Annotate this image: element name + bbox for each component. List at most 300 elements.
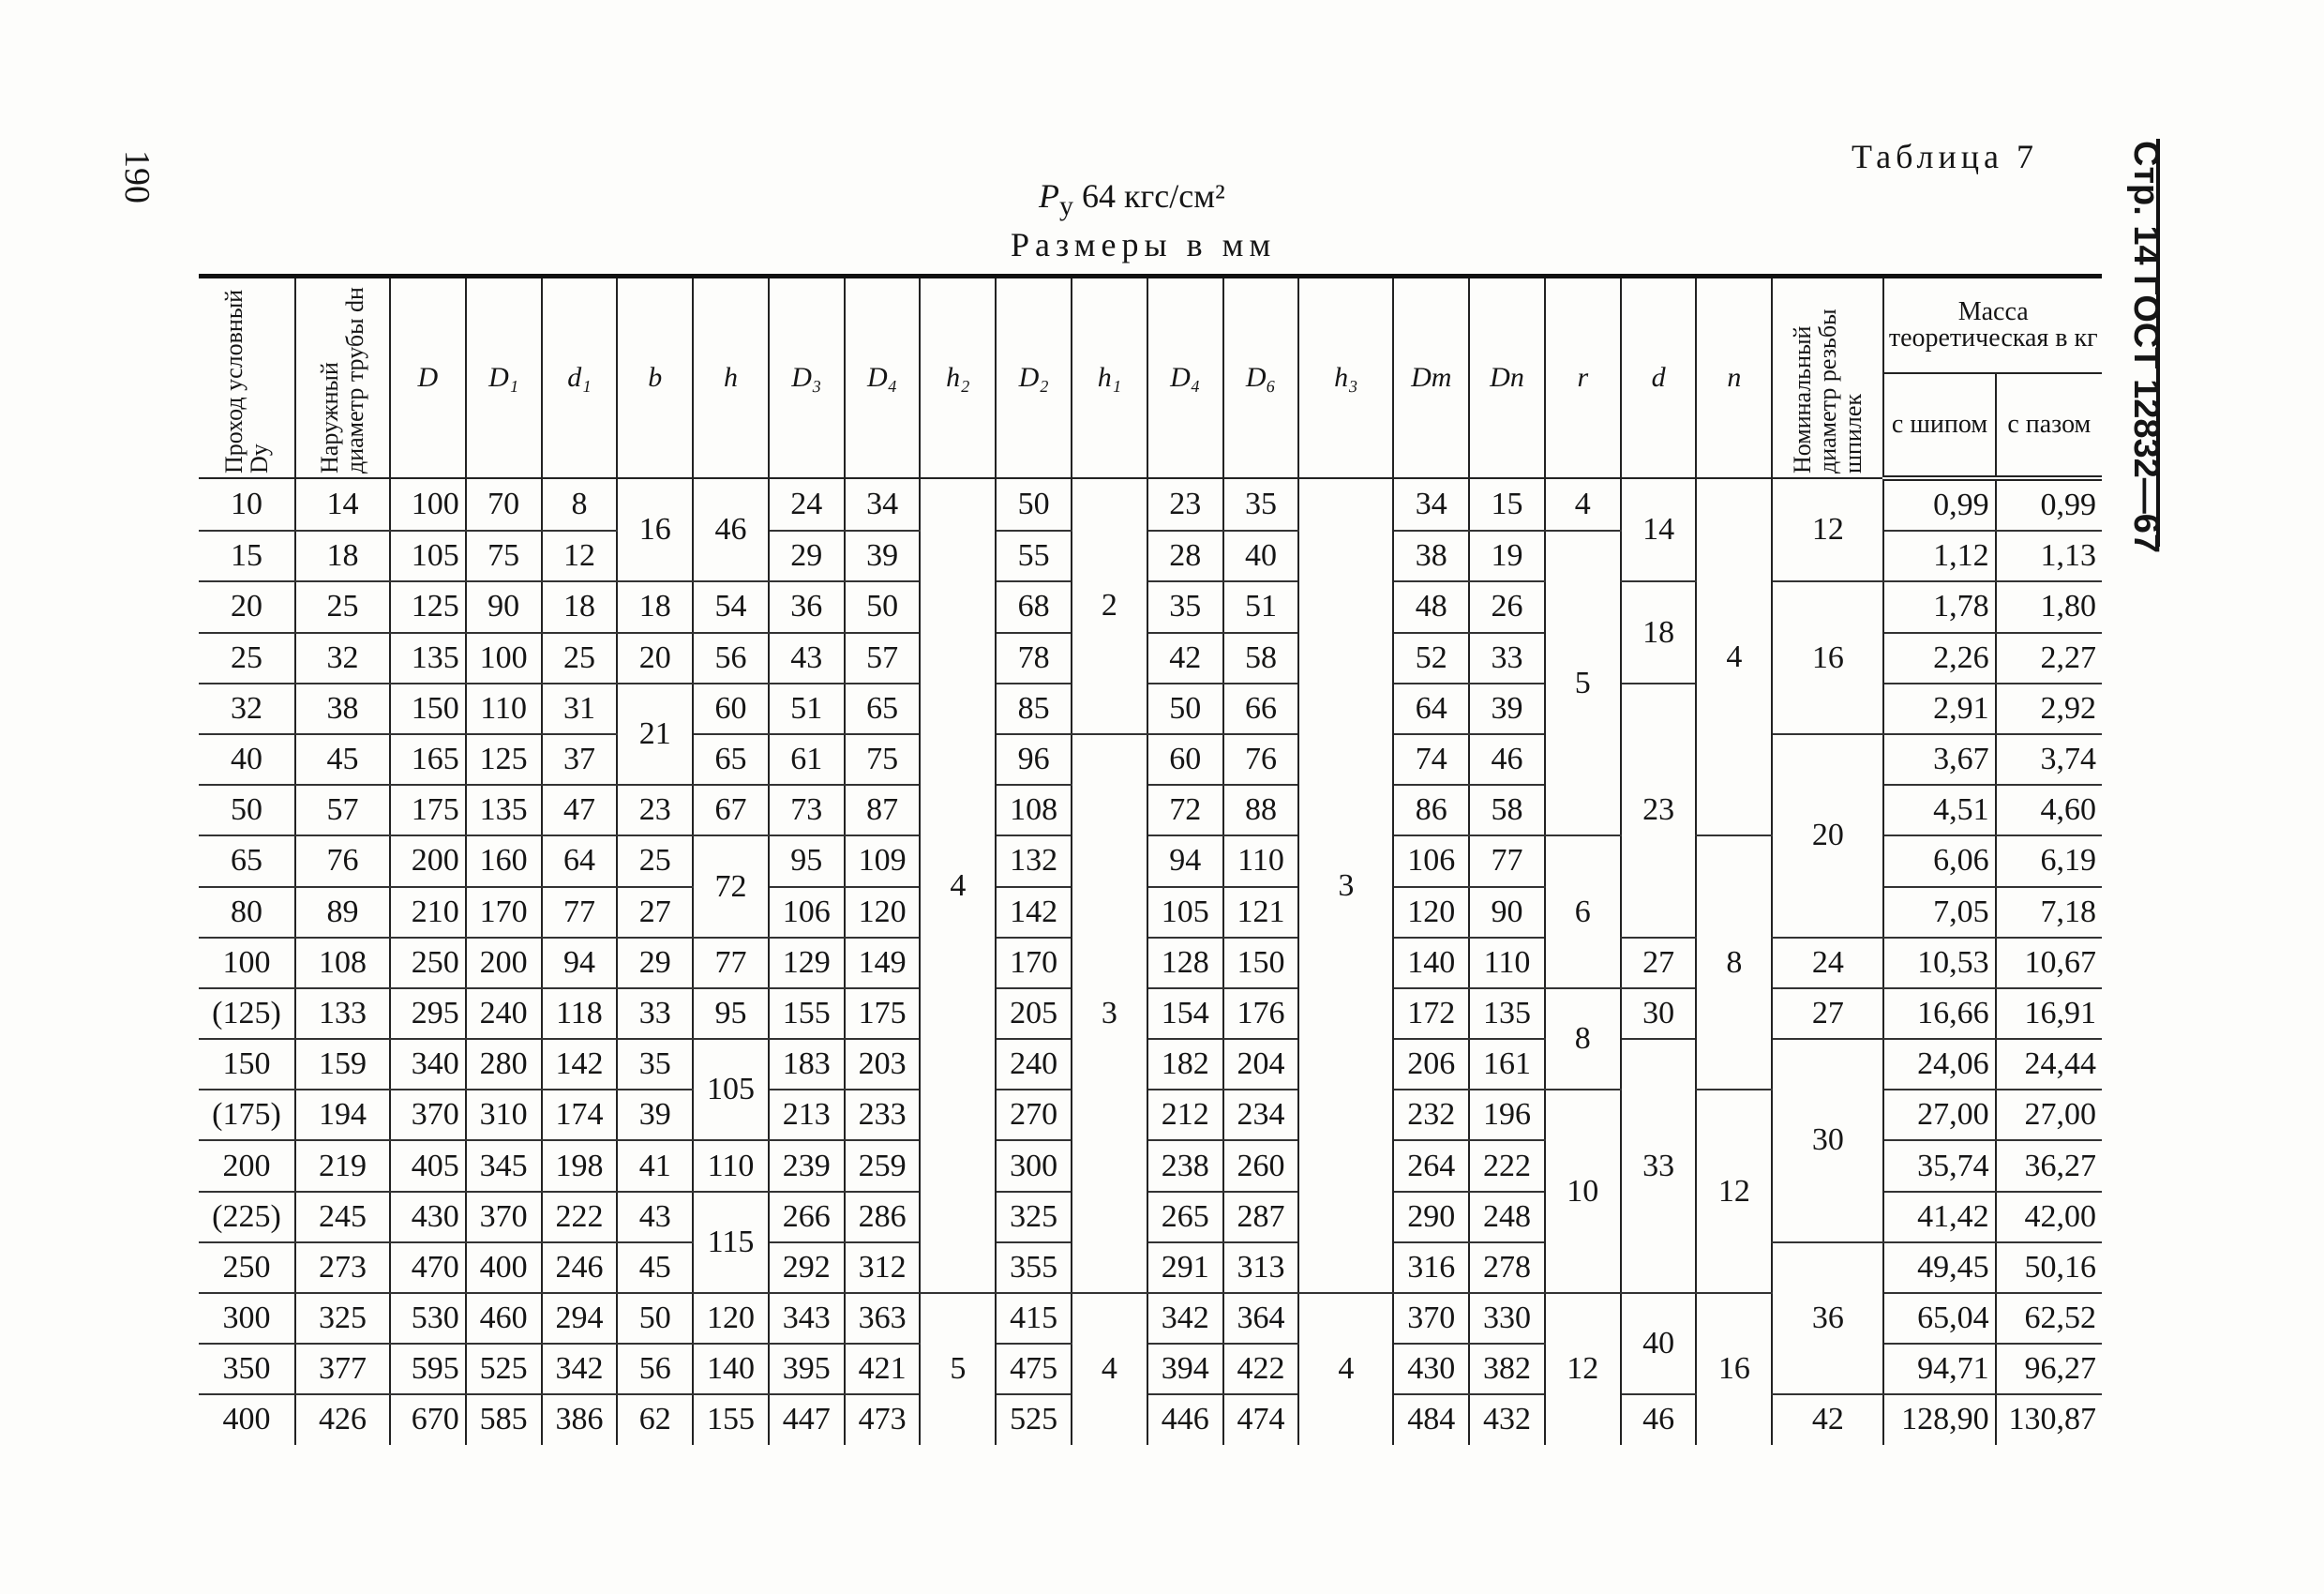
cell-n: 4 [1696,478,1772,835]
cell-d5: 265 [1147,1192,1223,1242]
cell-d1: 100 [466,633,542,684]
cell-m2: 1,80 [1996,581,2102,632]
cell-d6: 58 [1223,633,1299,684]
cell-d: 595 [390,1344,466,1394]
cell-d: 295 [390,988,466,1039]
cell-dn: 194 [295,1090,390,1140]
cell-dy: (125) [199,988,295,1039]
cell-d2: 205 [996,988,1072,1039]
cell-thread: 24 [1772,938,1883,988]
table-row [199,734,2102,785]
cell-dn: 248 [1469,1192,1545,1242]
cell-d5: 394 [1147,1344,1223,1394]
cell-b: 16 [617,478,693,581]
cell-d6: 234 [1223,1090,1299,1140]
cell-d6: 40 [1223,531,1299,581]
cell-m2: 6,19 [1996,835,2102,886]
cell-d4: 120 [845,887,921,938]
cell-h: 77 [693,938,769,988]
cell-m1: 41,42 [1883,1192,1995,1242]
cell-dm: 38 [1393,531,1469,581]
cell-d2: 142 [996,887,1072,938]
cell-d3: 213 [769,1090,845,1140]
cell-d1: 90 [466,581,542,632]
cell-d1: 37 [542,734,618,785]
cell-dm: 206 [1393,1039,1469,1090]
cell-m2: 1,13 [1996,531,2102,581]
cell-dn: 108 [295,938,390,988]
cell-d4: 312 [845,1242,921,1293]
cell-r: 4 [1545,478,1621,531]
table-row [199,1394,2102,1444]
cell-dn: 273 [295,1242,390,1293]
cell-d2: 78 [996,633,1072,684]
cell-m1: 65,04 [1883,1293,1995,1344]
cell-d6: 474 [1223,1394,1299,1444]
cell-d1: 294 [542,1293,618,1344]
cell-b: 62 [617,1394,693,1444]
cell-h2: 5 [920,1293,996,1445]
cell-d3: 155 [769,988,845,1039]
cell-d1: 18 [542,581,618,632]
cell-m1: 7,05 [1883,887,1995,938]
cell-thread: 30 [1772,1039,1883,1242]
cell-d1: 525 [466,1344,542,1394]
cell-r: 5 [1545,531,1621,835]
cell-d: 135 [390,633,466,684]
table-label: Таблица 7 [1852,138,2038,175]
cell-dm: 64 [1393,684,1469,734]
cell-d3: 61 [769,734,845,785]
cell-d1: 160 [466,835,542,886]
cell-d2: 132 [996,835,1072,886]
cell-d1: 170 [466,887,542,938]
cell-d2: 240 [996,1039,1072,1090]
cell-d3: 183 [769,1039,845,1090]
cell-b: 25 [617,835,693,886]
col-header-D: D [390,277,466,479]
cell-thread: 36 [1772,1242,1883,1395]
cell-d1: 110 [466,684,542,734]
cell-d: 33 [1621,1039,1697,1293]
cell-d4: 175 [845,988,921,1039]
col-header-D2: D₂ [996,277,1072,479]
table-body [199,478,2102,1445]
cell-d1: 460 [466,1293,542,1344]
cell-dy: 20 [199,581,295,632]
cell-thread: 27 [1772,988,1883,1039]
cell-d3: 395 [769,1344,845,1394]
col-header-D3: D₃ [769,277,845,479]
cell-dn: 110 [1469,938,1545,988]
cell-d5: 182 [1147,1039,1223,1090]
cell-dn: 15 [1469,478,1545,531]
cell-d6: 110 [1223,835,1299,886]
cell-dn: 135 [1469,988,1545,1039]
pressure-heading [1039,176,1225,222]
cell-d1: 198 [542,1140,618,1191]
cell-n: 8 [1696,835,1772,1090]
cell-dm: 52 [1393,633,1469,684]
cell-d4: 57 [845,633,921,684]
cell-b: 23 [617,785,693,835]
cell-d2: 300 [996,1140,1072,1191]
cell-h1: 3 [1072,734,1147,1293]
table-row [199,988,2102,1039]
cell-d5: 154 [1147,988,1223,1039]
pressure-subscript: у [1059,190,1073,222]
col-header-D6: D₆ [1223,277,1299,479]
cell-d1: 47 [542,785,618,835]
cell-dn: 19 [1469,531,1545,581]
cell-d4: 286 [845,1192,921,1242]
cell-d1: 12 [542,531,618,581]
cell-d1: 345 [466,1140,542,1191]
cell-d6: 364 [1223,1293,1299,1344]
cell-dy: 100 [199,938,295,988]
cell-h: 95 [693,988,769,1039]
cell-d1: 70 [466,478,542,531]
col-header-h3: h₃ [1298,277,1393,479]
cell-d6: 313 [1223,1242,1299,1293]
cell-dn: 278 [1469,1242,1545,1293]
cell-d5: 72 [1147,785,1223,835]
dimensions-table [199,274,2102,1445]
cell-d3: 95 [769,835,845,886]
cell-dn: 45 [295,734,390,785]
cell-m2: 24,44 [1996,1039,2102,1090]
cell-b: 39 [617,1090,693,1140]
cell-d1: 246 [542,1242,618,1293]
cell-dn: 77 [1469,835,1545,886]
cell-dm: 316 [1393,1242,1469,1293]
cell-d1: 77 [542,887,618,938]
cell-d: 470 [390,1242,466,1293]
cell-dm: 484 [1393,1394,1469,1444]
cell-d4: 87 [845,785,921,835]
cell-m1: 3,67 [1883,734,1995,785]
cell-m2: 4,60 [1996,785,2102,835]
cell-thread: 42 [1772,1394,1883,1444]
cell-dn: 219 [295,1140,390,1191]
cell-m1: 2,91 [1883,684,1995,734]
cell-b: 56 [617,1344,693,1394]
cell-d: 30 [1621,988,1697,1039]
cell-d4: 75 [845,734,921,785]
cell-dy: 250 [199,1242,295,1293]
cell-m1: 2,26 [1883,633,1995,684]
cell-h: 105 [693,1039,769,1140]
cell-d2: 415 [996,1293,1072,1344]
cell-d5: 342 [1147,1293,1223,1344]
cell-d3: 447 [769,1394,845,1444]
cell-m2: 10,67 [1996,938,2102,988]
table-row [199,938,2102,988]
cell-m1: 1,78 [1883,581,1995,632]
cell-m1: 16,66 [1883,988,1995,1039]
cell-h: 67 [693,785,769,835]
cell-b: 33 [617,988,693,1039]
cell-dy: 80 [199,887,295,938]
cell-h3: 3 [1298,478,1393,1293]
cell-m2: 62,52 [1996,1293,2102,1344]
cell-h: 110 [693,1140,769,1191]
cell-d2: 525 [996,1394,1072,1444]
cell-dn: 330 [1469,1293,1545,1344]
cell-d3: 239 [769,1140,845,1191]
cell-h1: 2 [1072,478,1147,734]
table-row [199,1242,2102,1293]
cell-d1: 280 [466,1039,542,1090]
cell-d: 405 [390,1140,466,1191]
cell-d3: 36 [769,581,845,632]
cell-dy: 300 [199,1293,295,1344]
cell-r: 12 [1545,1293,1621,1445]
cell-d1: 25 [542,633,618,684]
cell-dn: 159 [295,1039,390,1090]
cell-b: 45 [617,1242,693,1293]
cell-dn: 196 [1469,1090,1545,1140]
cell-b: 29 [617,938,693,988]
cell-dm: 264 [1393,1140,1469,1191]
cell-dn: 377 [295,1344,390,1394]
cell-d1: 135 [466,785,542,835]
cell-d: 530 [390,1293,466,1344]
cell-d6: 287 [1223,1192,1299,1242]
cell-d2: 50 [996,478,1072,531]
cell-dm: 86 [1393,785,1469,835]
cell-dn: 161 [1469,1039,1545,1090]
cell-dn: 245 [295,1192,390,1242]
cell-dm: 34 [1393,478,1469,531]
cell-h: 54 [693,581,769,632]
cell-m1: 6,06 [1883,835,1995,886]
cell-dn: 382 [1469,1344,1545,1394]
cell-d: 18 [1621,581,1697,683]
cell-m1: 128,90 [1883,1394,1995,1444]
col-header-r: r [1545,277,1621,479]
cell-m1: 35,74 [1883,1140,1995,1191]
cell-d1: 200 [466,938,542,988]
col-header-h2: h₂ [920,277,996,479]
cell-m2: 0,99 [1996,478,2102,531]
cell-d3: 106 [769,887,845,938]
cell-b: 21 [617,684,693,785]
cell-d5: 94 [1147,835,1223,886]
cell-d2: 108 [996,785,1072,835]
cell-d1: 310 [466,1090,542,1140]
cell-dn: 33 [1469,633,1545,684]
cell-d2: 325 [996,1192,1072,1242]
cell-d6: 204 [1223,1039,1299,1090]
cell-n: 12 [1696,1090,1772,1293]
cell-d3: 292 [769,1242,845,1293]
cell-d5: 212 [1147,1090,1223,1140]
cell-d1: 94 [542,938,618,988]
col-header-thread: Номинальный диаметр резьбы шпилек [1772,277,1883,479]
cell-d5: 42 [1147,633,1223,684]
cell-dn: 89 [295,887,390,938]
cell-d5: 28 [1147,531,1223,581]
cell-d2: 355 [996,1242,1072,1293]
cell-d: 250 [390,938,466,988]
cell-d5: 446 [1147,1394,1223,1444]
cell-d3: 51 [769,684,845,734]
cell-dn: 57 [295,785,390,835]
cell-m2: 42,00 [1996,1192,2102,1242]
cell-h2: 4 [920,478,996,1293]
cell-d4: 109 [845,835,921,886]
cell-dn: 14 [295,478,390,531]
col-header-mass: Масса теоретическая в кг [1883,277,2102,374]
cell-d5: 238 [1147,1140,1223,1191]
cell-d5: 105 [1147,887,1223,938]
cell-dn: 46 [1469,734,1545,785]
cell-h: 155 [693,1394,769,1444]
cell-d1: 31 [542,684,618,734]
cell-d2: 55 [996,531,1072,581]
cell-b: 41 [617,1140,693,1191]
cell-d4: 233 [845,1090,921,1140]
cell-d1: 386 [542,1394,618,1444]
cell-dm: 290 [1393,1192,1469,1242]
col-header-D4: D₄ [845,277,921,479]
cell-d: 430 [390,1192,466,1242]
cell-m1: 49,45 [1883,1242,1995,1293]
cell-d: 200 [390,835,466,886]
cell-dn: 222 [1469,1140,1545,1191]
cell-d1: 240 [466,988,542,1039]
cell-dm: 74 [1393,734,1469,785]
cell-d1: 585 [466,1394,542,1444]
cell-d: 40 [1621,1293,1697,1394]
cell-d6: 150 [1223,938,1299,988]
cell-dn: 58 [1469,785,1545,835]
cell-dm: 106 [1393,835,1469,886]
cell-d1: 370 [466,1192,542,1242]
cell-d2: 170 [996,938,1072,988]
cell-d1: 8 [542,478,618,531]
cell-d: 14 [1621,478,1697,581]
cell-d6: 121 [1223,887,1299,938]
cell-d6: 176 [1223,988,1299,1039]
cell-d2: 475 [996,1344,1072,1394]
cell-dn: 32 [295,633,390,684]
cell-m1: 27,00 [1883,1090,1995,1140]
cell-dy: 40 [199,734,295,785]
cell-d5: 35 [1147,581,1223,632]
col-header-D1: D₁ [466,277,542,479]
cell-m2: 50,16 [1996,1242,2102,1293]
cell-dy: (225) [199,1192,295,1242]
cell-d1: 222 [542,1192,618,1242]
cell-r: 6 [1545,835,1621,988]
cell-h: 140 [693,1344,769,1394]
col-header-mass-paz: с пазом [1996,373,2102,478]
cell-dm: 48 [1393,581,1469,632]
cell-d6: 51 [1223,581,1299,632]
cell-d4: 50 [845,581,921,632]
cell-d: 165 [390,734,466,785]
cell-d1: 174 [542,1090,618,1140]
cell-d3: 73 [769,785,845,835]
cell-dm: 140 [1393,938,1469,988]
cell-h: 65 [693,734,769,785]
cell-d4: 65 [845,684,921,734]
cell-d4: 34 [845,478,921,531]
cell-d2: 85 [996,684,1072,734]
cell-dm: 172 [1393,988,1469,1039]
pressure-symbol: P [1039,177,1059,215]
cell-r: 10 [1545,1090,1621,1293]
cell-dn: 90 [1469,887,1545,938]
cell-d: 175 [390,785,466,835]
cell-d: 340 [390,1039,466,1090]
cell-dy: 10 [199,478,295,531]
cell-h: 46 [693,478,769,581]
cell-d1: 342 [542,1344,618,1394]
col-header-mass-ship: с шипом [1883,373,1995,478]
col-header-dy: Проход условный Dу [199,277,295,479]
table-row [199,1039,2102,1090]
cell-d4: 473 [845,1394,921,1444]
cell-dm: 370 [1393,1293,1469,1344]
cell-dn: 26 [1469,581,1545,632]
cell-dn: 38 [295,684,390,734]
cell-d6: 260 [1223,1140,1299,1191]
cell-d4: 203 [845,1039,921,1090]
cell-thread: 12 [1772,478,1883,581]
cell-m1: 1,12 [1883,531,1995,581]
cell-m2: 130,87 [1996,1394,2102,1444]
cell-dn: 76 [295,835,390,886]
cell-m2: 2,27 [1996,633,2102,684]
col-header-d1: d₁ [542,277,618,479]
cell-dn: 325 [295,1293,390,1344]
col-header-d: d [1621,277,1697,479]
cell-d4: 259 [845,1140,921,1191]
cell-r: 8 [1545,988,1621,1090]
cell-thread: 20 [1772,734,1883,938]
cell-h1: 4 [1072,1293,1147,1445]
col-header-h1: h₁ [1072,277,1147,479]
cell-b: 35 [617,1039,693,1090]
cell-h: 60 [693,684,769,734]
cell-dn: 133 [295,988,390,1039]
cell-dy: 400 [199,1394,295,1444]
cell-h: 115 [693,1192,769,1293]
cell-d6: 76 [1223,734,1299,785]
cell-d: 46 [1621,1394,1697,1444]
cell-d: 210 [390,887,466,938]
cell-d3: 343 [769,1293,845,1344]
cell-dy: 25 [199,633,295,684]
cell-m2: 27,00 [1996,1090,2102,1140]
cell-d: 670 [390,1394,466,1444]
cell-d2: 68 [996,581,1072,632]
cell-d: 370 [390,1090,466,1140]
cell-b: 50 [617,1293,693,1344]
cell-dy: (175) [199,1090,295,1140]
cell-b: 43 [617,1192,693,1242]
cell-m2: 96,27 [1996,1344,2102,1394]
units-caption: Размеры в мм [1011,226,1277,263]
cell-d: 105 [390,531,466,581]
col-header-dn: Наружный диаметр трубы dн [295,277,390,479]
cell-d5: 60 [1147,734,1223,785]
cell-d5: 291 [1147,1242,1223,1293]
cell-m2: 3,74 [1996,734,2102,785]
